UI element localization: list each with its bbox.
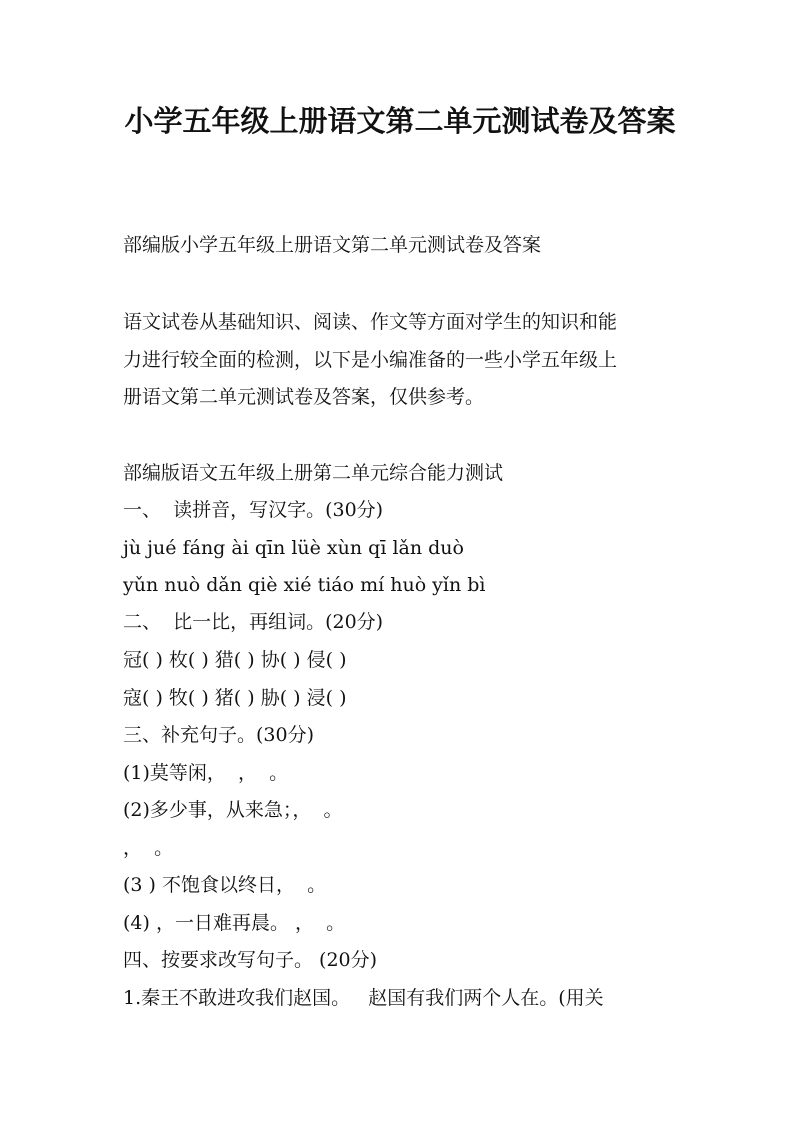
section3-heading: 三、补充句子。(30分) — [123, 724, 315, 746]
section1-heading: 一、 读拼音，写汉字。(30分) — [123, 499, 384, 521]
sentence-item-2: (2)多少事，从来急；， 。 — [123, 799, 343, 821]
pinyin-line-2: yǔn nuò dǎn qiè xié tiáo mí huò yǐn bì — [123, 574, 486, 596]
document-title: 小学五年级上册语文第二单元测试卷及答案 — [124, 104, 676, 138]
section4-heading: 四、按要求改写句子。 (20分) — [123, 949, 378, 971]
compare-row-1: 冠( ) 枚( ) 猎( ) 协( ) 侵( ) — [123, 649, 347, 671]
pinyin-line-1: jù jué fáng ài qīn lüè xùn qī lǎn duò — [123, 537, 464, 559]
section2-heading: 二、 比一比，再组词。(20分) — [123, 611, 384, 633]
document-subtitle: 部编版小学五年级上册语文第二单元测试卷及答案 — [123, 234, 542, 256]
sentence-item-1: (1)莫等闲， ， 。 — [123, 762, 289, 784]
rewrite-item-1: 1.秦王不敢进攻我们赵国。 赵国有我们两个人在。(用关 — [123, 987, 604, 1009]
intro-line-1: 语文试卷从基础知识、阅读、作文等方面对学生的知识和能 — [123, 311, 618, 333]
test-heading: 部编版语文五年级上册第二单元综合能力测试 — [123, 462, 504, 484]
intro-line-2: 力进行较全面的检测，以下是小编准备的一些小学五年级上 — [123, 349, 618, 371]
sentence-item-2-cont: ， 。 — [123, 837, 174, 859]
sentence-item-3: (3 ) 不饱食以终日， 。 — [123, 874, 327, 896]
compare-row-2: 寇( ) 牧( ) 猪( ) 胁( ) 浸( ) — [123, 687, 347, 709]
sentence-item-4: (4) ，一日难再晨。 ， 。 — [123, 912, 346, 934]
intro-line-3: 册语文第二单元测试卷及答案，仅供参考。 — [123, 386, 485, 408]
